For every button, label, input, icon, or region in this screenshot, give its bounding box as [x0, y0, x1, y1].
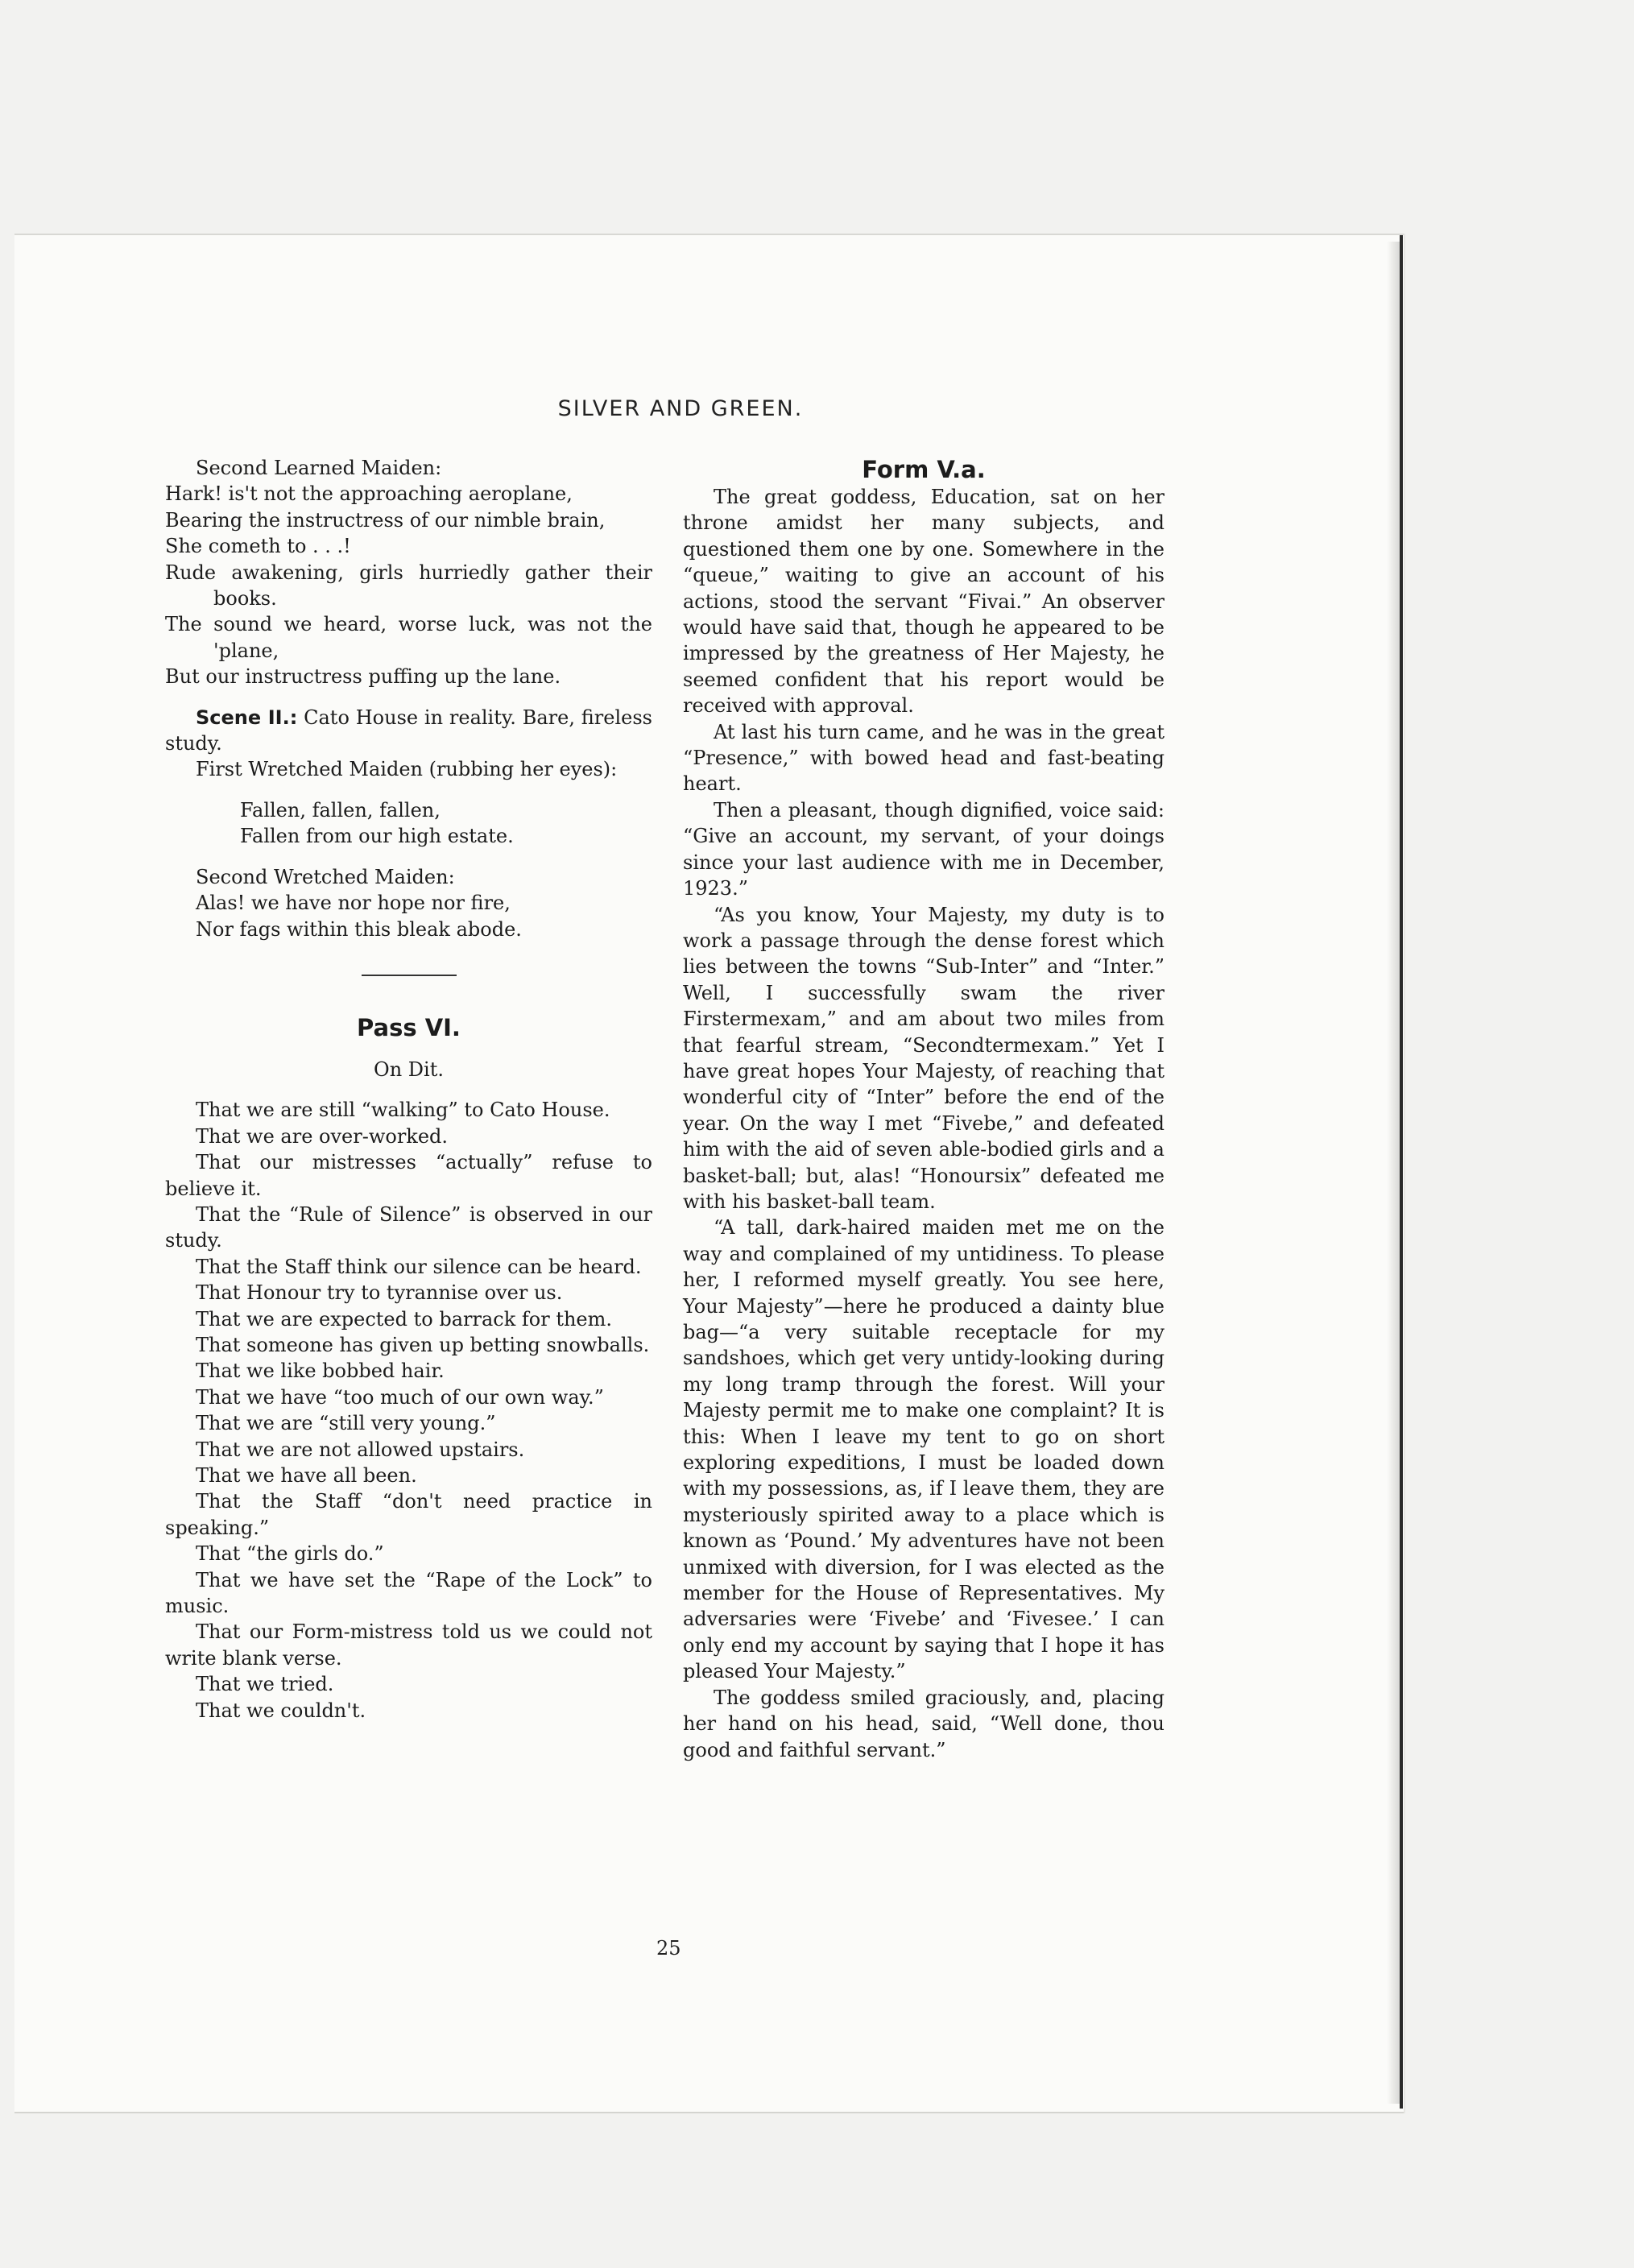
paragraph: “A tall, dark-haired maiden met me on the way and complained of my untidiness. To please her, I reformed myself greatly. You see here, Your Majesty”—here he produced a dainty blue bag—“a very suitable receptacle for my sandshoes, which get very untidy-looking during my long tramp through the forest. Will your Majesty permit me to make one complaint? It is this: When I leave my tent to go on short exploring expeditions, I must be loaded down with my possessions, as, if I leave them, they are mysteriously spirited away to a place which is known as ‘Pound.’ My adventures have not been unmixed with diversion, for I was elected as the member for the House of Representatives. My adversaries were ‘Fivebe’ and ‘Fivesee.’ I can only end my account by saying that I hope it has pleased Your Majesty.” [683, 1216, 1164, 1683]
list-item: That we have all been. [196, 1464, 417, 1487]
paragraph: Then a pleasant, though dignified, voice said: “Give an account, my servant, of your doings since your last audience with me in December, 1923.” [683, 798, 1164, 900]
list-item: That our mistresses “actually” refuse to believe it. [165, 1151, 652, 1200]
page-edge [1400, 235, 1403, 2109]
speaker-label: Second Wretched Maiden: [196, 865, 455, 888]
list-item: That we are still “walking” to Cato House. [196, 1099, 610, 1122]
list-item: That Honour try to tyrannise over us. [196, 1281, 563, 1305]
list-item: That we tried. [196, 1673, 334, 1696]
page-edge-shadow [1387, 242, 1400, 2104]
list-item: That we like bobbed hair. [196, 1360, 445, 1383]
speaker-label: First Wretched Maiden (rubbing her eyes): [196, 758, 618, 781]
list-item: That the Staff think our silence can be heard. [196, 1255, 642, 1278]
paragraph: At last his turn came, and he was in the great “Presence,” with bowed head and fast-beating heart. [683, 720, 1164, 796]
scene-text: Cato House in reality. Bare, fireless study. [165, 706, 652, 755]
list-item: That we couldn't. [196, 1699, 366, 1722]
on-dit-list [165, 1097, 652, 1724]
section-heading: Form V.a. [862, 456, 986, 483]
verse-line: Nor fags within this bleak abode. [196, 917, 522, 941]
section-divider [362, 975, 457, 976]
scene-label: Scene II.: [196, 706, 298, 729]
left-column [165, 455, 652, 1724]
verse-line: She cometh to . . .! [165, 535, 351, 558]
list-item: That “the girls do.” [196, 1542, 384, 1566]
speaker-label: Second Learned Maiden: [196, 457, 442, 479]
poem-line: Fallen, fallen, fallen, [240, 798, 441, 822]
section-heading: Pass VI. [357, 1013, 461, 1041]
page-number: 25 [656, 1937, 681, 1960]
poem-line: Fallen from our high estate. [240, 825, 514, 848]
list-item: That we have set the “Rape of the Lock” to music. [165, 1568, 652, 1618]
list-item: That we are over-worked. [196, 1124, 449, 1148]
list-item: That the “Rule of Silence” is observed in our study. [165, 1202, 652, 1252]
list-item: That our Form-mistress told us we could not write blank verse. [165, 1620, 652, 1670]
list-item: That the Staff “don't need practice in speaking.” [165, 1490, 652, 1539]
list-item: That we are expected to barrack for them. [196, 1307, 613, 1331]
verse-line: Alas! we have nor hope nor fire, [196, 892, 511, 915]
running-header: SILVER AND GREEN. [557, 396, 804, 421]
verse-line: Rude awakening, girls hurriedly gather their books. [165, 561, 652, 610]
verse-line: Hark! is't not the approaching aeroplane, [165, 482, 573, 506]
section-subtitle: On Dit. [374, 1057, 444, 1081]
paragraph: “As you know, Your Majesty, my duty is to work a passage through the dense forest which lies between the towns “Sub-Inter” and “Inter.” Well, I successfully swam the river Firstermexam,” and am about two miles from that fearful stream, “Secondtermexam.” Yet I have great hopes Your Majesty, of reaching that wonderful city of “Inter” before the end of the year. On the way I met “Fivebe,” and defeated him with the aid of seven able-bodied girls and a basket-ball; but, alas! “Honoursix” defeated me with his basket-ball team. [683, 903, 1164, 1213]
scene-direction [165, 705, 652, 757]
paragraph: The great goddess, Education, sat on her throne amidst her many subjects, and questioned them one by one. Somewhere in the “queue,” waiting to give an account of his actions, stood the servant “Fivai.” An observer would have said that, though he appeared to be impressed by the greatness of Her Majesty, he seemed confident that his report would be received with approval. [683, 486, 1164, 718]
verse-line: But our instructress puffing up the lane. [165, 665, 561, 689]
list-item: That we are “still very young.” [196, 1412, 496, 1435]
verse-line: Bearing the instructress of our nimble brain, [165, 508, 606, 532]
verse-line: The sound we heard, worse luck, was not the 'plane, [165, 613, 652, 662]
right-column [683, 455, 1164, 1763]
paragraph: The goddess smiled graciously, and, placing her hand on his head, said, “Well done, thou good and faithful servant.” [683, 1686, 1164, 1761]
list-item: That we have “too much of our own way.” [196, 1385, 604, 1409]
list-item: That we are not allowed upstairs. [196, 1438, 525, 1461]
list-item: That someone has given up betting snowballs. [196, 1333, 650, 1356]
